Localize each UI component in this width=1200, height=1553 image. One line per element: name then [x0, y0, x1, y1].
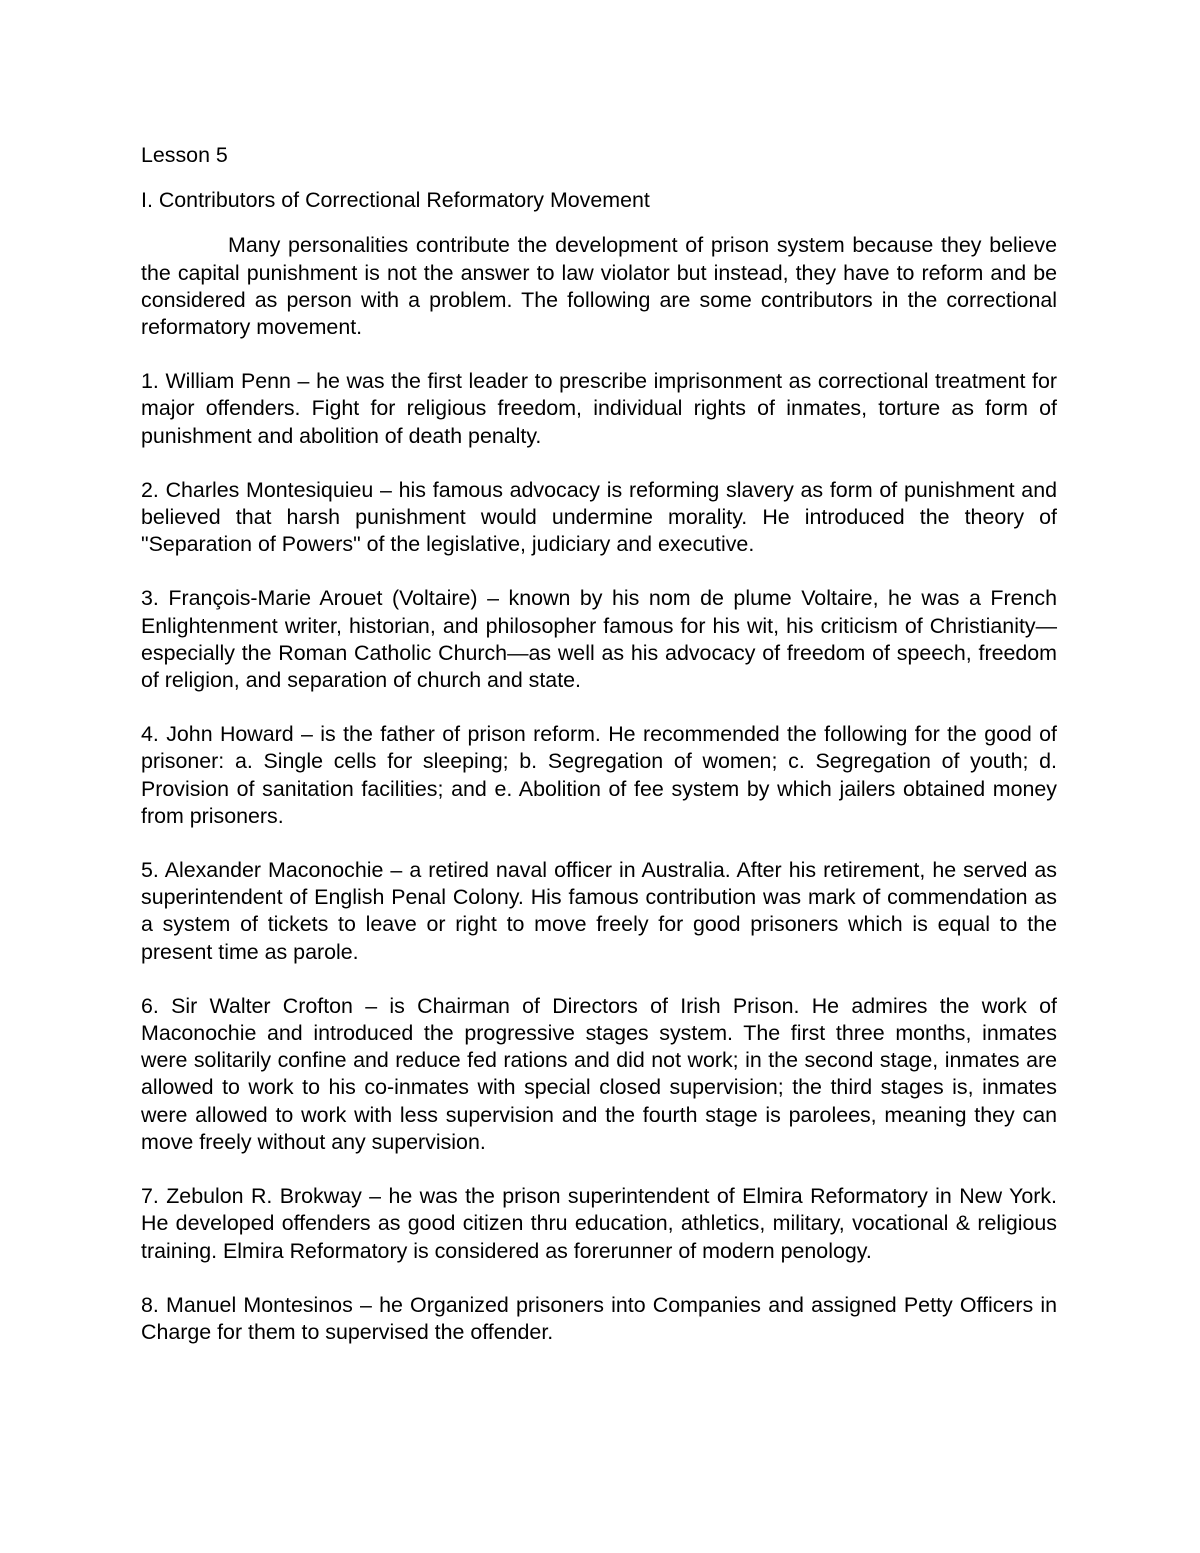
- intro-paragraph: Many personalities contribute the development of prison system because they believe the capital punishment is not the answer to law violator but instead, they have to reform and be considered as person with a problem. The following are some contributors in the correctional reformatory movement.: [141, 233, 1057, 340]
- contributor-item-crofton: 6. Sir Walter Crofton – is Chairman of Directors of Irish Prison. He admires the work of Maconochie and introduced the progressive stages system. The first three months, inmates were solitarily confine and reduce fed rations and did not work; in the second stage, inmates are allowed to work to his co-inmates with special closed supervision; the third stages is, inmates were allowed to work with less supervision and the fourth stage is parolees, meaning they can move freely without any supervision.: [141, 993, 1057, 1154]
- contributor-item-john-howard: 4. John Howard – is the father of prison reform. He recommended the following for the good of prisoner: a. Single cells for sleeping; b. Segregation of women; c. Segregation of youth; d. Provision of sanitation facilities; and e. Abolition of fee system by which jailers obtained money from prisoners.: [141, 722, 1057, 828]
- contributor-item-montesinos: 8. Manuel Montesinos – he Organized prisoners into Companies and assigned Petty Officers in Charge for them to supervised the offender.: [141, 1292, 1057, 1344]
- document-page: [141, 142, 1057, 1373]
- lesson-title: Lesson 5: [141, 143, 228, 167]
- contributor-item-william-penn: 1. William Penn – he was the first leader to prescribe imprisonment as correctional treatment for major offenders. Fight for religious freedom, individual rights of inmates, torture as form of punishment and abolition of death penalty.: [141, 369, 1057, 448]
- contributor-item-brokway: 7. Zebulon R. Brokway – he was the prison superintendent of Elmira Reformatory in New York. He developed offenders as good citizen thru education, athletics, military, vocational & religious training. Elmira Reformatory is considered as forerunner of modern penology.: [141, 1184, 1057, 1263]
- contributor-item-maconochie: 5. Alexander Maconochie – a retired naval officer in Australia. After his retirement, he served as superintendent of English Penal Colony. His famous contribution was mark of commendation as a system of tickets to leave or right to move freely for good prisoners which is equal to the present time as parole.: [141, 858, 1057, 964]
- contributor-item-voltaire: 3. François-Marie Arouet (Voltaire) – known by his nom de plume Voltaire, he was a French Enlightenment writer, historian, and philosopher famous for his wit, his criticism of Christianity—especially the Roman Catholic Church—as well as his advocacy of freedom of speech, freedom of religion, and separation of church and state.: [141, 586, 1057, 693]
- section-heading: I. Contributors of Correctional Reformatory Movement: [141, 188, 650, 213]
- contributor-item-montesquieu: 2. Charles Montesiquieu – his famous advocacy is reforming slavery as form of punishment and believed that harsh punishment would undermine morality. He introduced the theory of "Separation of Powers" of the legislative, judiciary and executive.: [141, 477, 1057, 557]
